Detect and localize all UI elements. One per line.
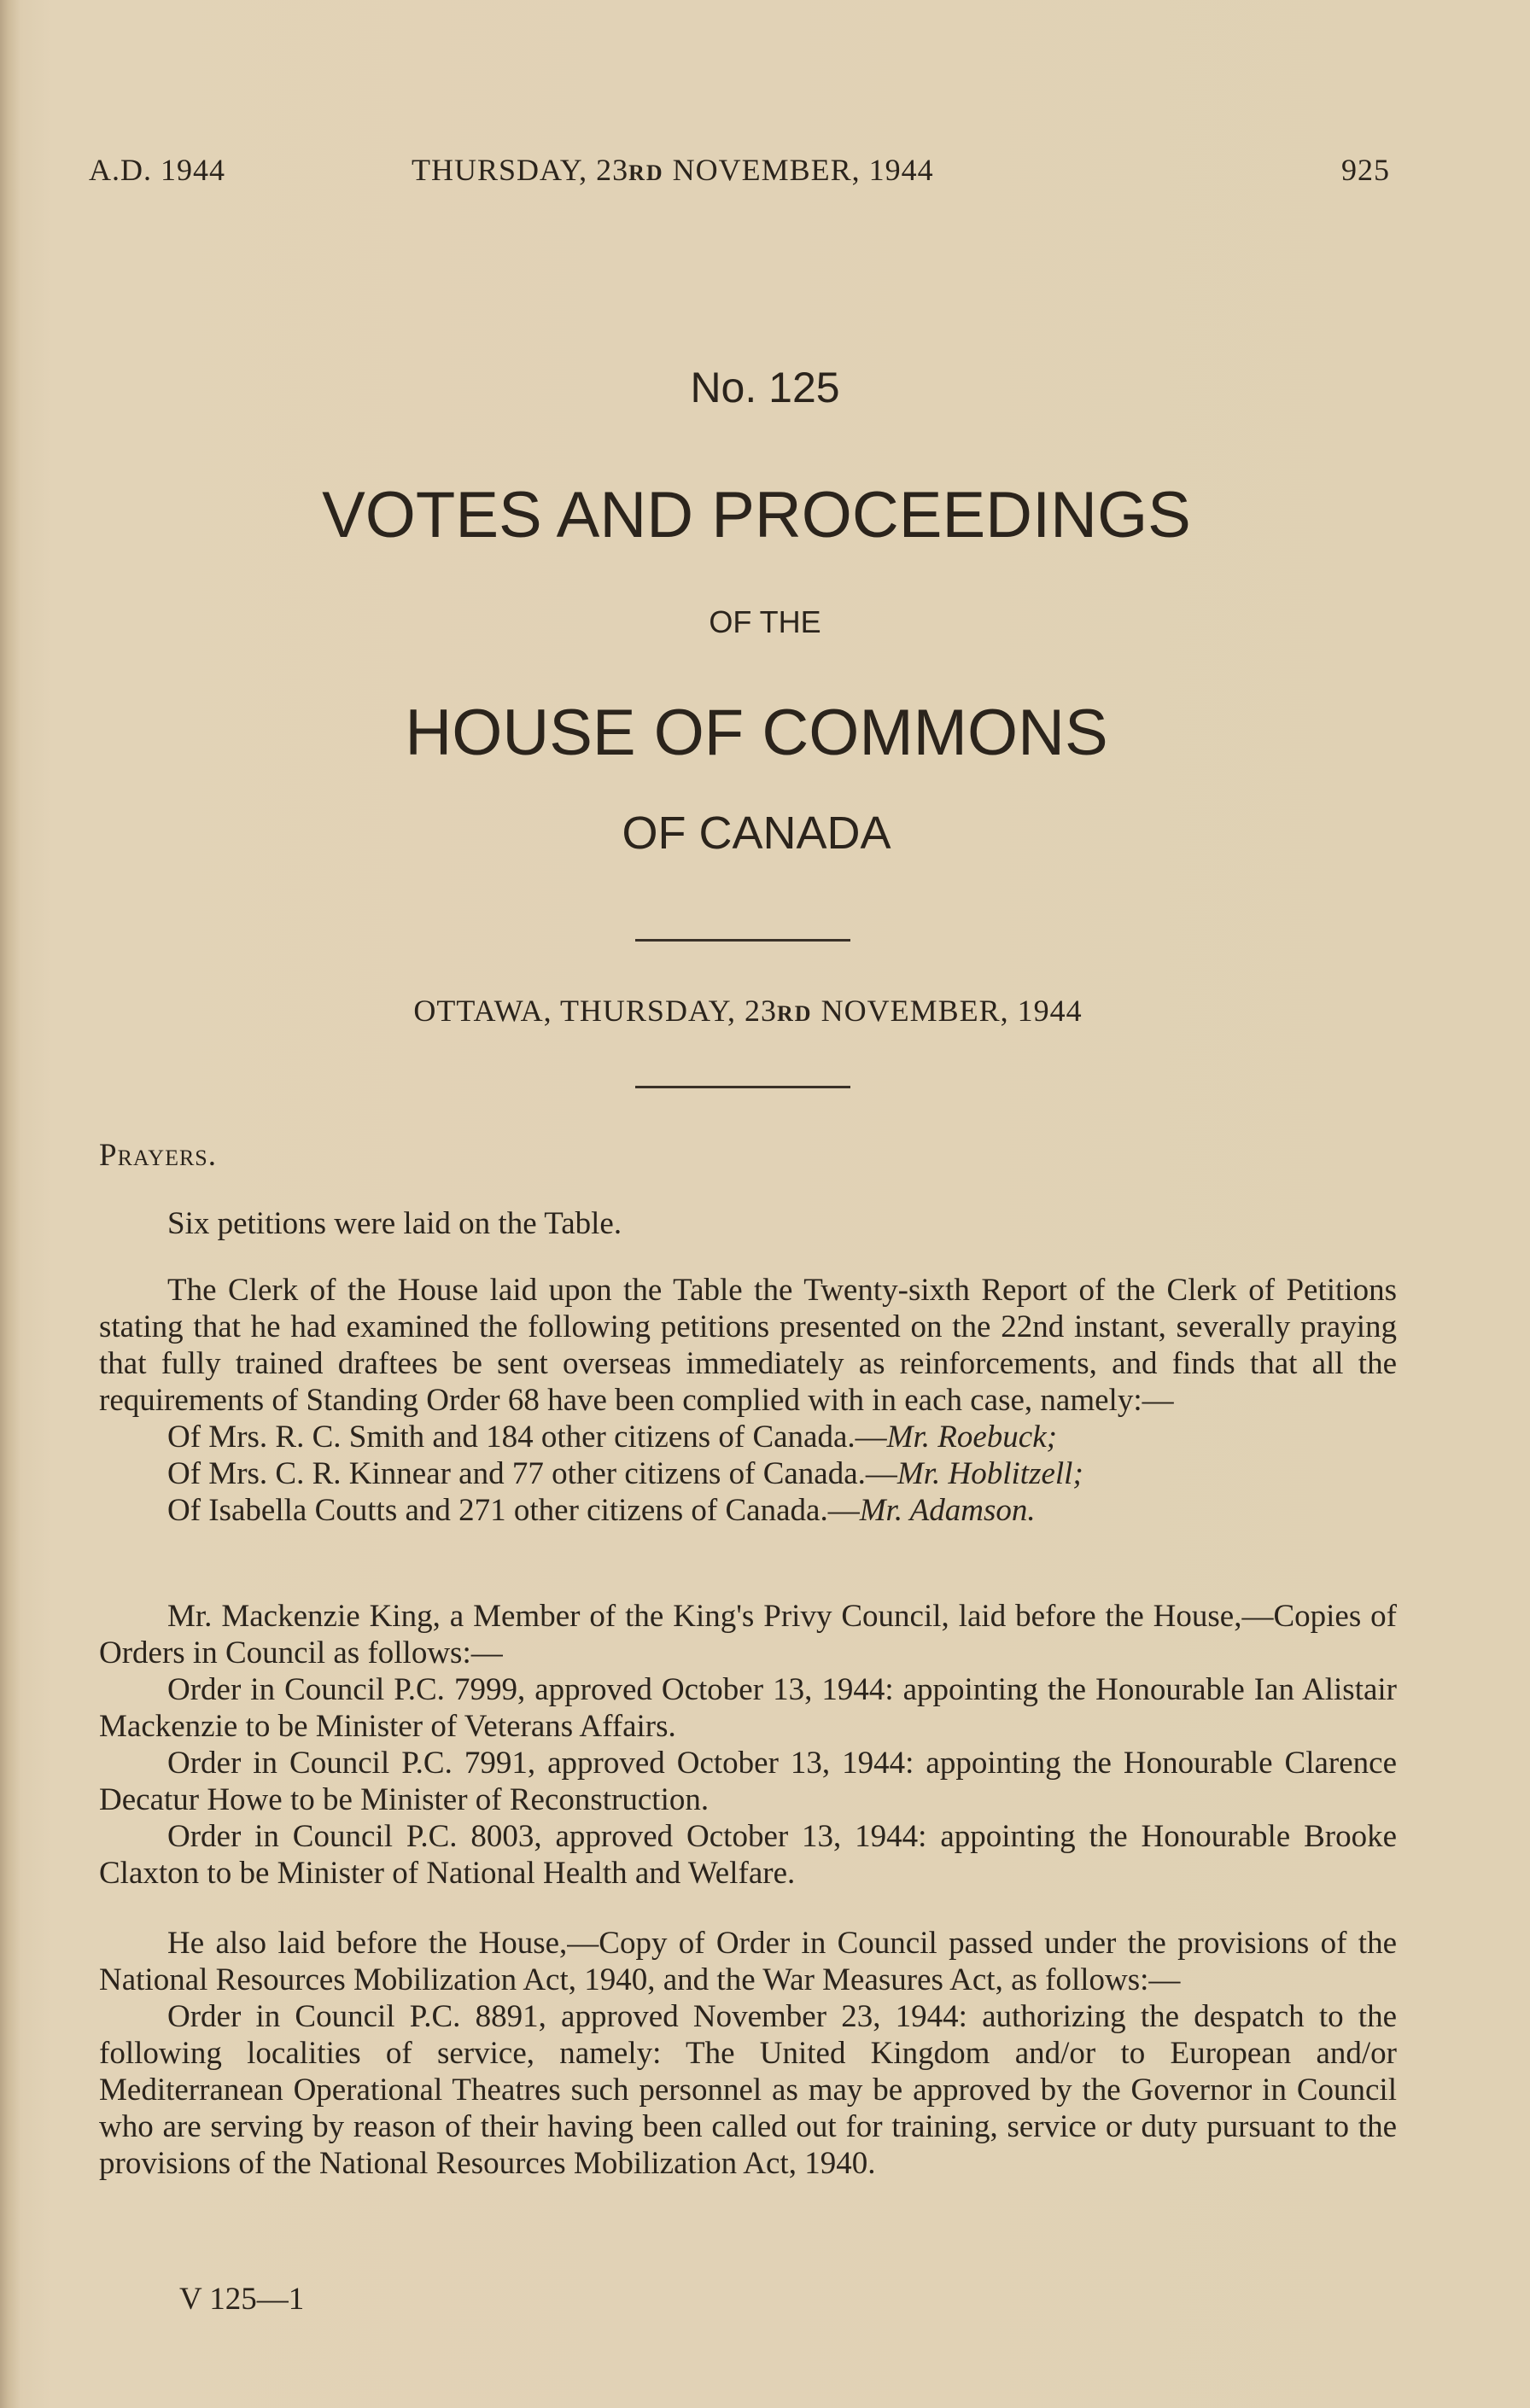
mobilization-order-section	[99, 1925, 1397, 2182]
title-line-2: OF THE	[709, 604, 821, 639]
petition-item: Of Mrs. C. R. Kinnear and 77 other citizens of Canada.—Mr. Hoblitzell;	[167, 1456, 1083, 1491]
order-item: Order in Council P.C. 8003, approved October 13, 1944: appointing the Honourable Brooke Claxton to be Minister of National Health and Welfare.	[99, 1819, 1397, 1891]
petitions-paragraph: Six petitions were laid on the Table.	[167, 1206, 622, 1241]
order-item: Order in Council P.C. 7991, approved October 13, 1944: appointing the Honourable Clarence Decatur Howe to be Minister of Reconstruction.	[99, 1746, 1397, 1817]
mobilization-order-text: Order in Council P.C. 8891, approved November 23, 1944: authorizing the despatch to the following localities of service, namely: The United Kingdom and/or to European and/or Mediterranean Operational Theatres such personnel as may be approved by the Governor in Council who are serving by reason of their having been called out for training, service or duty pursuant to the provisions of the National Resources Mobilization Act, 1940.	[99, 1999, 1397, 2181]
prayers-heading: Prayers.	[99, 1138, 218, 1173]
dateline: OTTAWA, THURSDAY, 23RD NOVEMBER, 1944	[413, 994, 1083, 1028]
header-year: A.D. 1944	[89, 153, 225, 187]
title-line-1: VOTES AND PROCEEDINGS	[322, 479, 1191, 551]
signature-mark: V 125—1	[179, 2282, 305, 2317]
order-item: Order in Council P.C. 7999, approved October 13, 1944: appointing the Honourable Ian Alistair Mackenzie to be Minister of Veterans Affairs.	[99, 1672, 1397, 1744]
divider-top	[635, 939, 850, 942]
issue-number: No. 125	[690, 364, 840, 411]
petition-item: Of Mrs. R. C. Smith and 184 other citizens of Canada.—Mr. Roebuck;	[167, 1420, 1057, 1455]
page-number: 925	[1341, 153, 1390, 187]
title-line-4: OF CANADA	[622, 808, 891, 859]
petition-item: Of Isabella Coutts and 271 other citizens of Canada.—Mr. Adamson.	[167, 1493, 1036, 1528]
clerk-report-section	[99, 1272, 1397, 1529]
clerk-report-text: The Clerk of the House laid upon the Table the Twenty-sixth Report of the Clerk of Petitions stating that he had examined the following petitions presented on the 22nd instant, severally praying that fully trained draftees be sent overseas immediately as reinforcements, and finds that all the requirements of Standing Order 68 have been complied with in each case, namely:—	[99, 1273, 1397, 1418]
orders-intro: Mr. Mackenzie King, a Member of the King's Privy Council, laid before the House,—Copies of Orders in Council as follows:—	[99, 1599, 1397, 1670]
title-line-3: HOUSE OF COMMONS	[405, 697, 1108, 769]
divider-bottom	[635, 1086, 850, 1088]
header-date: THURSDAY, 23RD NOVEMBER, 1944	[412, 153, 934, 187]
orders-in-council-section	[99, 1598, 1397, 1892]
also-laid-intro: He also laid before the House,—Copy of Order in Council passed under the provisions of the National Resources Mobilization Act, 1940, and the War Measures Act, as follows:—	[99, 1926, 1397, 1997]
